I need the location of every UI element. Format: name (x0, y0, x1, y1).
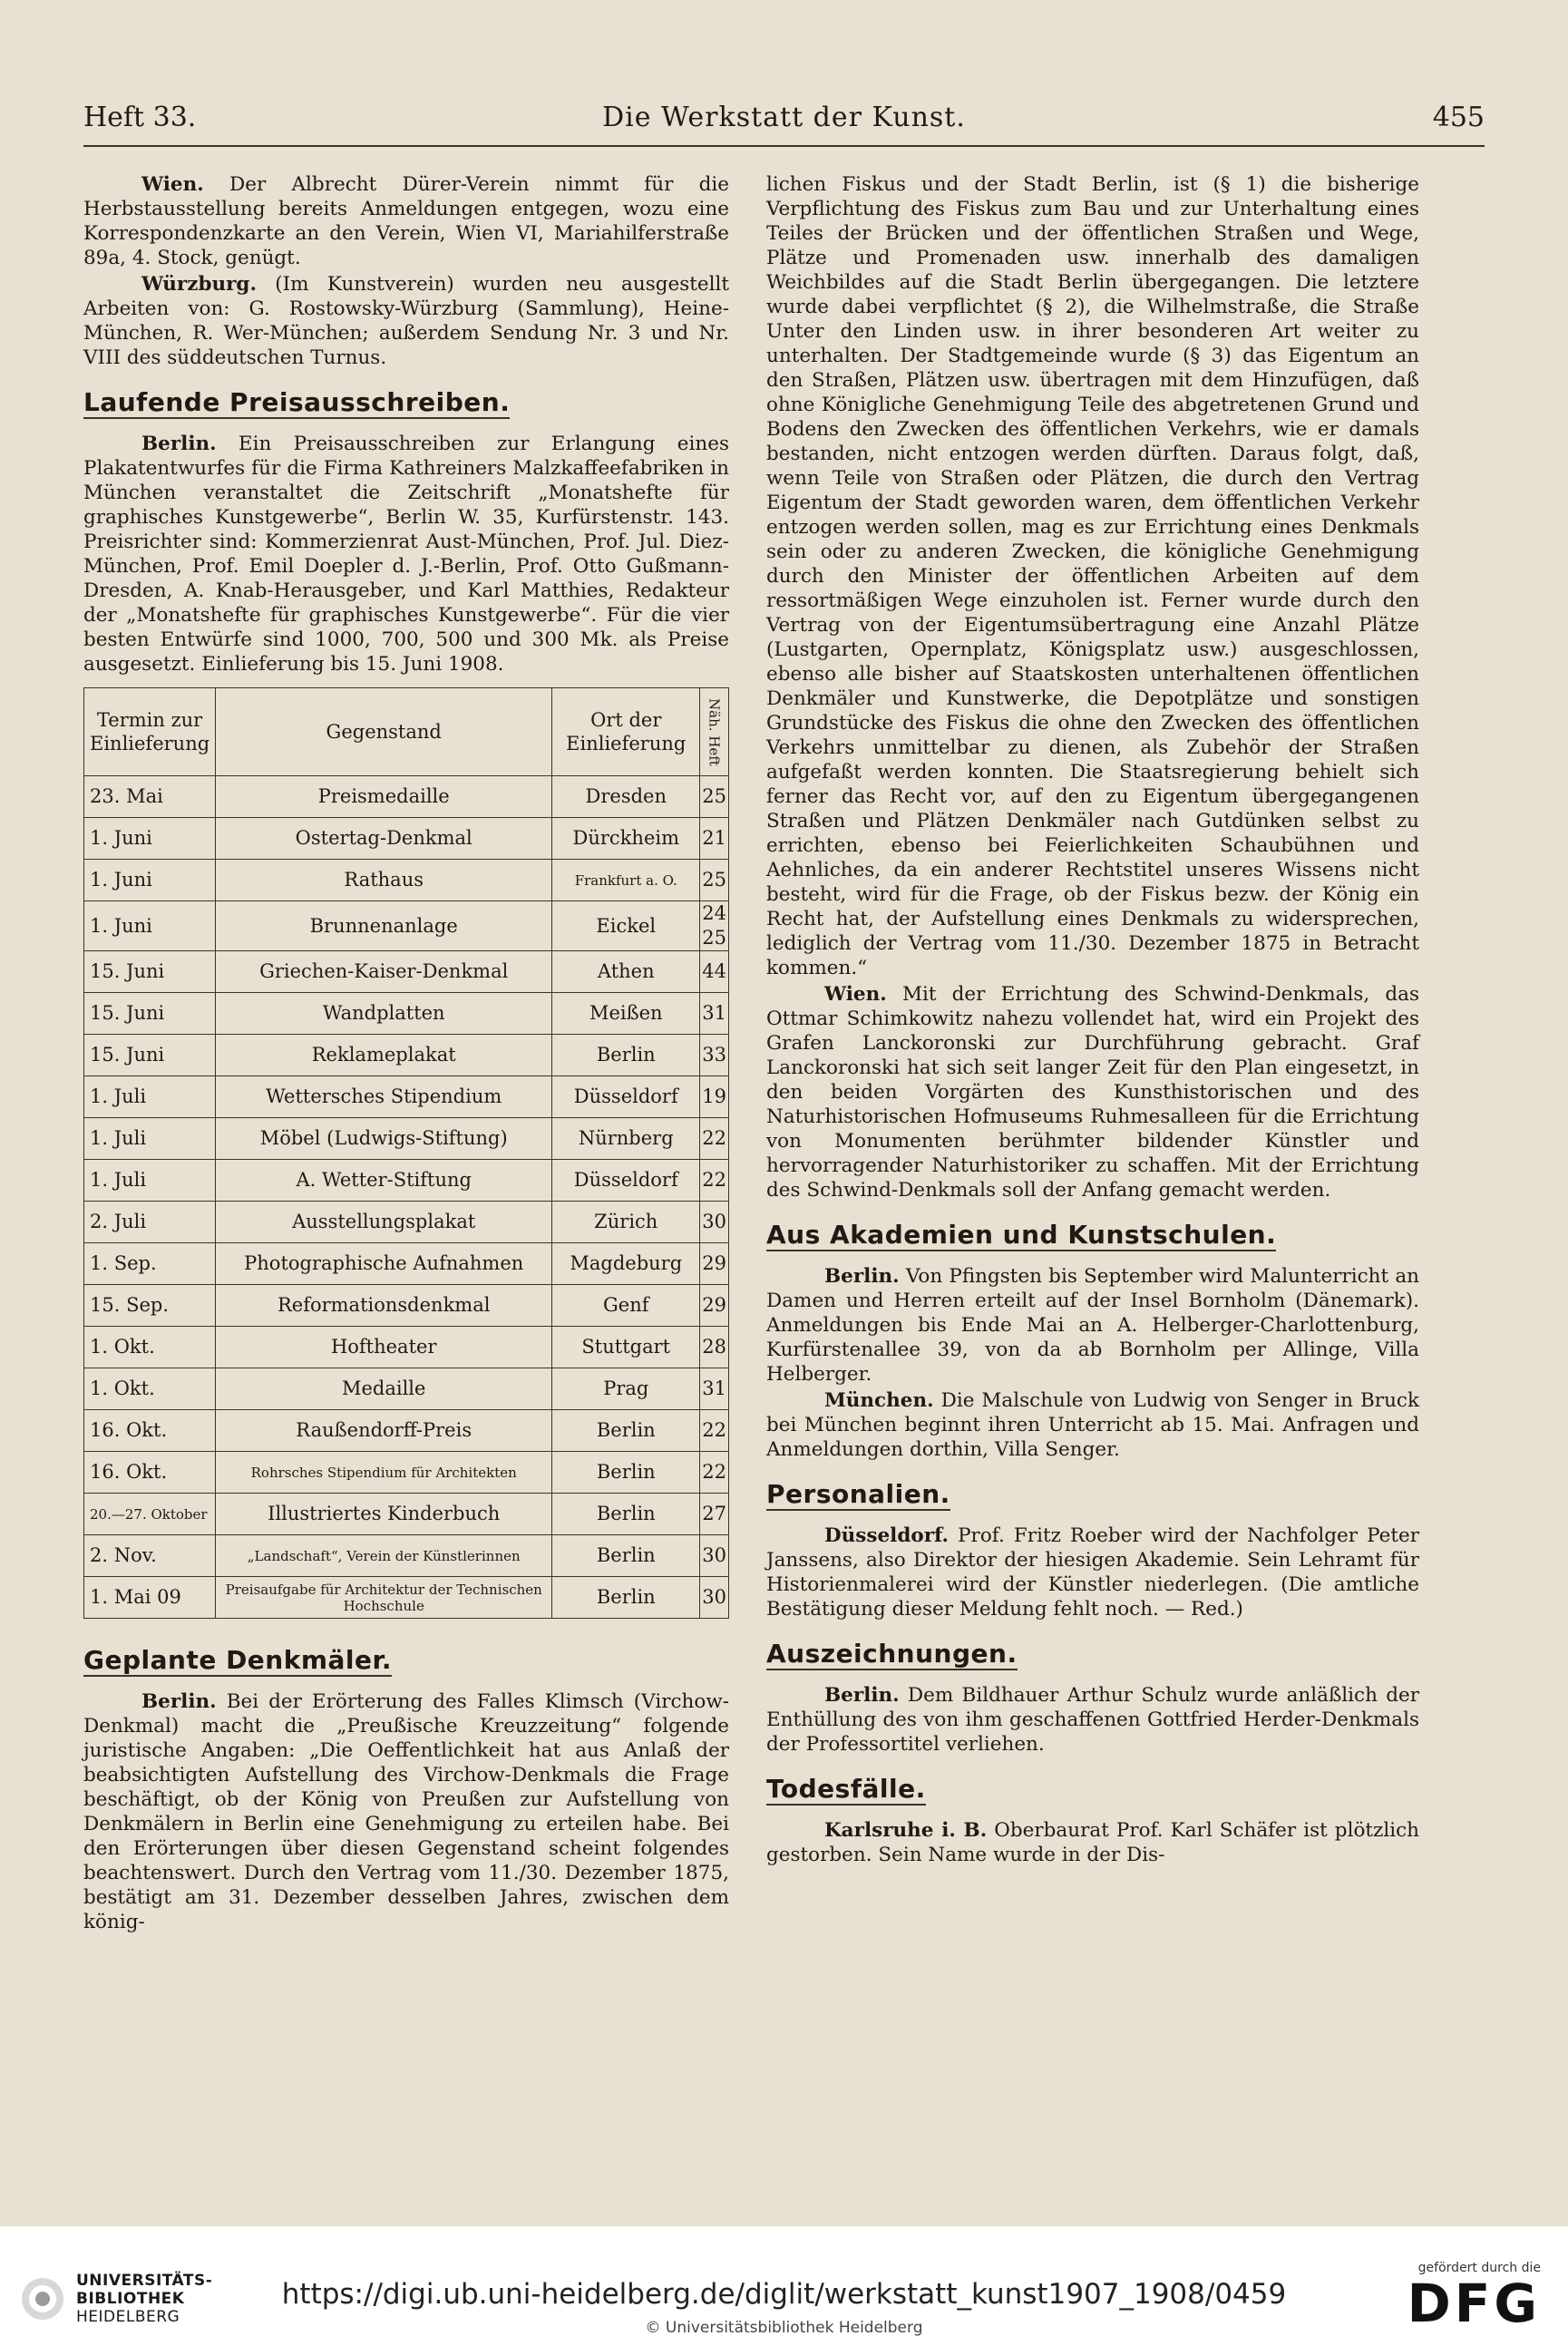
section-heading-auszeichnungen: Auszeichnungen. (766, 1639, 1018, 1669)
col-header-gegenstand: Gegenstand (216, 688, 552, 776)
section-heading-todesfaelle: Todesfälle. (766, 1774, 926, 1804)
cell-date: 1. Juli (84, 1118, 216, 1160)
cell-issue: 28 (700, 1327, 729, 1368)
cell-subject: Wandplatten (216, 993, 552, 1035)
cell-subject: „Landschaft“, Verein der Künstlerinnen (216, 1535, 552, 1577)
notice-wuerzburg: Würzburg. (Im Kunstverein) wurden neu ausgestellt Arbeiten von: G. Rostowsky-Würzburg (Sammlung), Heine-München, R. Wer-München; außerdem Sendung Nr. 3 und Nr. VIII des süddeutschen Turnus. (83, 273, 730, 369)
cell-issue: 19 (700, 1076, 729, 1118)
table-row (84, 1452, 729, 1494)
cell-date: 1. Juni (84, 860, 216, 901)
cell-subject: A. Wetter-Stiftung (216, 1160, 552, 1202)
cell-date: 23. Mai (84, 776, 216, 818)
cell-place: Nürnberg (552, 1118, 700, 1160)
cell-issue: 21 (700, 818, 729, 860)
section-heading-preisausschreiben: Laufende Preisausschreiben. (83, 387, 511, 417)
table-row (84, 1535, 729, 1577)
cell-subject: Reklameplakat (216, 1035, 552, 1076)
running-header (83, 100, 1485, 147)
dfg-funding[interactable] (1407, 2261, 1541, 2334)
cell-subject: Wettersches Stipendium (216, 1076, 552, 1118)
cell-place: Dresden (552, 776, 700, 818)
table-row (84, 1494, 729, 1535)
cell-place: Berlin (552, 1494, 700, 1535)
cell-date: 20.—27. Oktober (84, 1494, 216, 1535)
cell-issue: 29 (700, 1243, 729, 1285)
logo-line-2: BIBLIOTHEK (76, 2290, 185, 2308)
journal-title: Die Werkstatt der Kunst. (602, 102, 966, 133)
cell-issue: 22 (700, 1160, 729, 1202)
notice-wien-schwind: Wien. Mit der Errichtung des Schwind-Denkmals, das Ottmar Schimkowitz nahezu vollendet hat, wird ein Projekt des Grafen Lanckoronski zur Durchführung gebracht. Graf Lanckoronski hat sich seit langer Zeit für den Plan eingesetzt, in den beiden Vorgärten des Kunsthistorischen und des Naturhistorischen Hofmuseums Ruhmesalleen für die Errichtung von Monumenten berühmter bildender Künstler und hervorragender Naturhistoriker zu schaffen. Mit der Errichtung des Schwind-Denkmals soll der Anfang gemacht werden. (766, 983, 1419, 1202)
cell-date: 1. Okt. (84, 1327, 216, 1368)
notice-berlin-malunterricht: Berlin. Von Pfingsten bis September wird Malunterricht an Damen und Herren erteilt auf der Insel Bornholm (Dänemark). Anmeldungen bis Ende Mai an A. Helberger-Charlottenburg, Kurfürstenallee 39, von da ab Bornholm per Allinge, Villa Helberger. (766, 1265, 1420, 1386)
cell-issue: 31 (700, 993, 729, 1035)
cell-issue: 30 (700, 1202, 729, 1243)
cell-place: Düsseldorf (552, 1076, 700, 1118)
cell-issue: 24 25 (700, 901, 729, 951)
issue-number: Heft 33. (83, 102, 197, 133)
cell-place: Athen (552, 951, 700, 993)
table-row (84, 993, 729, 1035)
table-row (84, 1202, 729, 1243)
cell-issue: 33 (700, 1035, 729, 1076)
cell-date: 16. Okt. (84, 1410, 216, 1452)
cell-subject: Medaille (216, 1368, 552, 1410)
cell-issue: 22 (700, 1452, 729, 1494)
logo-line-3: HEIDELBERG (76, 2308, 180, 2326)
table-row (84, 901, 729, 951)
cell-place: Zürich (552, 1202, 700, 1243)
col-header-ort: Ort der Einlieferung (552, 688, 700, 776)
col-header-heft: Näh. Heft (700, 688, 729, 776)
table-row (84, 818, 729, 860)
cell-date: 1. Mai 09 (84, 1577, 216, 1619)
col-header-termin: Termin zur Einlieferung (84, 688, 216, 776)
cell-issue: 27 (700, 1494, 729, 1535)
dfg-logo: DFG (1407, 2273, 1541, 2334)
cell-place: Eickel (552, 901, 700, 951)
cell-date: 1. Juni (84, 901, 216, 951)
page-number: 455 (1432, 102, 1485, 133)
table-row (84, 1327, 729, 1368)
cell-place: Berlin (552, 1577, 700, 1619)
funding-label: gefördert durch die (1417, 2261, 1541, 2275)
cell-place: Stuttgart (552, 1327, 700, 1368)
cell-date: 1. Juli (84, 1076, 216, 1118)
cell-issue: 30 (700, 1535, 729, 1577)
cell-issue: 29 (700, 1285, 729, 1327)
cell-subject: Raußendorff-Preis (216, 1410, 552, 1452)
table-row (84, 1243, 729, 1285)
table-row (84, 776, 729, 818)
table-row (84, 1160, 729, 1202)
cell-date: 15. Juni (84, 1035, 216, 1076)
section-heading-personalien: Personalien. (766, 1479, 950, 1509)
table-row (84, 1577, 729, 1619)
cell-date: 2. Juli (84, 1202, 216, 1243)
cell-place: Genf (552, 1285, 700, 1327)
cell-subject: Griechen-Kaiser-Denkmal (216, 951, 552, 993)
section-heading-denkmaeler: Geplante Denkmäler. (83, 1645, 392, 1675)
cell-place: Prag (552, 1368, 700, 1410)
cell-subject: Photographische Aufnahmen (216, 1243, 552, 1285)
cell-date: 1. Juli (84, 1160, 216, 1202)
competition-table (83, 687, 729, 1619)
cell-place: Frankfurt a. O. (552, 860, 700, 901)
right-column (766, 172, 1419, 1867)
cell-place: Magdeburg (552, 1243, 700, 1285)
cell-place: Berlin (552, 1035, 700, 1076)
copyright-notice: © Universitätsbibliothek Heidelberg (645, 2319, 923, 2337)
cell-subject: Ausstellungsplakat (216, 1202, 552, 1243)
cell-place: Düsseldorf (552, 1160, 700, 1202)
cell-date: 15. Juni (84, 951, 216, 993)
table-row (84, 951, 729, 993)
viewer-footer (0, 2226, 1568, 2346)
cell-subject: Brunnenanlage (216, 901, 552, 951)
table-row (84, 1076, 729, 1118)
notice-duesseldorf: Düsseldorf. Prof. Fritz Roeber wird der Nachfolger Peter Janssens, also Direktor der hiesigen Akademie. Sein Lehramt für Historienmalerei wird der Künstler niederlegen. (Die amtliche Bestätigung dieser Meldung fehlt noch. — Red.) (766, 1524, 1419, 1621)
cell-subject: Preismedaille (216, 776, 552, 818)
cell-issue: 22 (700, 1118, 729, 1160)
notice-karlsruhe: Karlsruhe i. B. Oberbaurat Prof. Karl Schäfer ist plötzlich gestorben. Sein Name wurde in der Dis- (766, 1819, 1419, 1866)
table-row (84, 1368, 729, 1410)
table-header-row (84, 688, 729, 776)
cell-issue: 25 (700, 860, 729, 901)
table-row (84, 1410, 729, 1452)
cell-subject: Preisaufgabe für Architektur der Technischen Hochschule (216, 1577, 552, 1619)
notice-berlin-schulz: Berlin. Dem Bildhauer Arthur Schulz wurde anläßlich der Enthüllung des von ihm geschaffenen Gottfried Herder-Denkmals der Professortitel verliehen. (766, 1684, 1419, 1756)
cell-subject: Reformationsdenkmal (216, 1285, 552, 1327)
notice-wien: Wien. Der Albrecht Dürer-Verein nimmt für die Herbstausstellung bereits Anmeldungen entgegen, wozu eine Korrespondenzkarte an den Verein, Wien VI, Mariahilferstraße 89a, 4. Stock, genügt. (83, 173, 729, 269)
notice-muenchen-malschule: München. Die Malschule von Ludwig von Senger in Bruck bei München beginnt ihren Unterricht ab 15. Mai. Anfragen und Anmeldungen dorthin, Villa Senger. (766, 1389, 1419, 1461)
logo-line-1: UNIVERSITÄTS- (76, 2272, 213, 2290)
table-body (84, 776, 729, 1619)
notice-berlin-plakat: Berlin. Ein Preisausschreiben zur Erlangung eines Plakatentwurfes für die Firma Kathreiners Malzkaffeefabriken in München veranstaltet die Zeitschrift „Monatshefte für graphisches Kunstgewerbe“, Berlin W. 35, Kurfürstenstr. 143. Preisrichter sind: Kommerzienrat Aust-München, Prof. Jul. Diez-München, Prof. Emil Doepler d. J.-Berlin, Prof. Otto Gußmann-Dresden, A. Knab-Herausgeber, und Karl Matthies, Redakteur der „Monatshefte für graphisches Kunstgewerbe“. Für die vier besten Entwürfe sind 1000, 700, 500 und 300 Mk. als Preise ausgesetzt. Einlieferung bis 15. Juni 1908. (83, 433, 729, 676)
cell-date: 16. Okt. (84, 1452, 216, 1494)
table-row (84, 1285, 729, 1327)
cell-issue: 31 (700, 1368, 729, 1410)
cell-date: 15. Juni (84, 993, 216, 1035)
cell-subject: Möbel (Ludwigs-Stiftung) (216, 1118, 552, 1160)
cell-issue: 22 (700, 1410, 729, 1452)
cell-place: Meißen (552, 993, 700, 1035)
notice-berlin-denkmal: Berlin. Bei der Erörterung des Falles Klimsch (Virchow-Denkmal) macht die „Preußische Kreuzzeitung“ folgende juristische Angaben: „Die Oeffentlichkeit hat aus Anlaß der beabsichtigten Aufstellung des Virchow-Denkmals die Frage beschäftigt, ob der König von Preußen zur Aufstellung von Denkmälern in Berlin eine Genehmigung zu erteilen habe. Bei den Erörterungen über diesen Gegenstand scheint folgendes beachtenswert. Durch den Vertrag vom 11./30. Dezember 1875, bestätigt am 31. Dezember desselben Jahres, zwischen dem könig- (83, 1690, 729, 1933)
cell-subject: Rohrsches Stipendium für Architekten (216, 1452, 552, 1494)
cell-place: Berlin (552, 1535, 700, 1577)
cell-subject: Illustriertes Kinderbuch (216, 1494, 552, 1535)
cell-subject: Hoftheater (216, 1327, 552, 1368)
cell-date: 1. Sep. (84, 1243, 216, 1285)
table-row (84, 860, 729, 901)
section-heading-akademien: Aus Akademien und Kunstschulen. (766, 1220, 1277, 1250)
cell-subject: Ostertag-Denkmal (216, 818, 552, 860)
cell-subject: Rathaus (216, 860, 552, 901)
left-column (83, 172, 729, 1934)
cell-date: 2. Nov. (84, 1535, 216, 1577)
cell-issue: 30 (700, 1577, 729, 1619)
cell-place: Berlin (552, 1452, 700, 1494)
permalink-url[interactable]: https://digi.ub.uni-heidelberg.de/diglit/werkstatt_kunst1907_1908/0459 (281, 2278, 1287, 2311)
cell-place: Berlin (552, 1410, 700, 1452)
table-row (84, 1118, 729, 1160)
continued-text: lichen Fiskus und der Stadt Berlin, ist (§ 1) die bisherige Verpflichtung des Fiskus zum Bau und zur Unterhaltung eines Teiles der Brücken und der öffentlichen Straßen und Wege, Plätze und Promenaden usw. innerhalb des damaligen Weichbildes auf die Stadt Berlin übergegangen. Die letztere wurde dabei verpflichtet (§ 2), die Wilhelmstraße, die Straße Unter den Linden usw. in ihrer besonderen Art weiter zu unterhalten. Der Stadtgemeinde wurde (§ 3) das Eigentum an den Straßen, Plätzen usw. übertragen mit dem Hinzufügen, daß ohne Königliche Genehmigung Teile des abgetretenen Grund und Bodens den Zwecken des öffentlichen Verkehrs, wie er damals bestanden, nicht entzogen werden dürften. Daraus folgt, daß, wenn Teile von Straßen oder Plätzen, die durch den Vertrag Eigentum der Stadt geworden waren, dem öffentlichen Verkehr entzogen werden sollen, mag es zur Errichtung eines Denkmals sein oder zu anderen Zwecken, die königliche Genehmigung durch den Minister der öffentlichen Arbeiten auf dem ressortmäßigen Wege einzuholen ist. Ferner wurde durch den Vertrag von der Eigentumsübertragung eine Anzahl Plätze (Lustgarten, Opernplatz, Königsplatz usw.) ausgeschlossen, ebenso alle bisher auf Staatskosten unterhaltenen öffentlichen Denkmäler und Kunstwerke, die Depotplätze und sonstigen Grundstücke des Fiskus die ohne den Zwecken des öffentlichen Verkehrs unmittelbar zu dienen, als Zubehör der Straßen aufgefaßt werden konnten. Die Staatsregierung behielt sich ferner das Recht vor, auf den zu Eigentum übergegangenen Straßen und Plätzen Denkmäler nach Gutdünken selbst zu errichten, ebenso bei Feierlichkeiten Schaubühnen und Aehnliches, da ein anderer Rechtstitel unseres Wissens nicht besteht, wird für die Frage, ob der Fiskus bezw. der König ein Recht hat, der Aufstellung eines Denkmals zu widersprechen, lediglich der Vertrag vom 11./30. Dezember 1875 in Betracht kommen.“ (766, 173, 1419, 979)
cell-place: Dürckheim (552, 818, 700, 860)
cell-date: 1. Okt. (84, 1368, 216, 1410)
table-row (84, 1035, 729, 1076)
cell-issue: 44 (700, 951, 729, 993)
cell-issue: 25 (700, 776, 729, 818)
cell-date: 1. Juni (84, 818, 216, 860)
cell-date: 15. Sep. (84, 1285, 216, 1327)
